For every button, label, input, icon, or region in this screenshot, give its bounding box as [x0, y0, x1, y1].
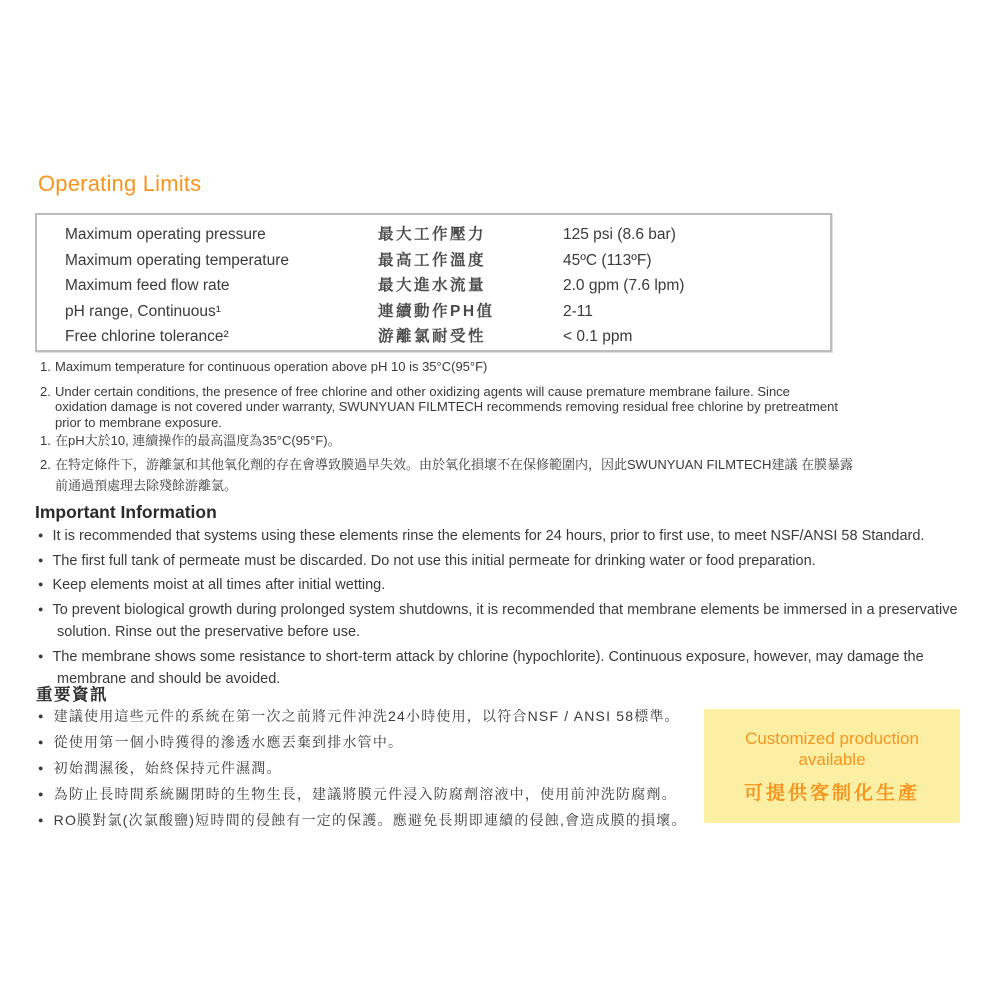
table-row — [65, 273, 830, 299]
limit-label-zh: 最大工作壓力 — [378, 226, 487, 243]
list-item: ● To prevent biological growth during prolonged system shutdowns, it is recommended that membrane elements be immersed in a preservative solution. Rinse out the preservative before use. — [38, 598, 966, 644]
page-title: Operating Limits — [38, 171, 202, 196]
list-item: ● 初始潤濕後，始終保持元件濕潤。 — [38, 755, 698, 781]
limit-value: 125 psi (8.6 bar) — [563, 226, 676, 243]
limit-label-zh: 游離氯耐受性 — [378, 328, 487, 345]
list-item: ● 從使用第一個小時獲得的滲透水應丟棄到排水管中。 — [38, 729, 698, 755]
list-item: ● 建議使用這些元件的系統在第一次之前將元件沖洗24小時使用，以符合NSF / ANSI 58標準。 — [38, 703, 698, 729]
list-item: ● The membrane shows some resistance to short-term attack by chlorine (hypochlorite). Continuous exposure, however, may damage the membrane and should be avoided. — [38, 645, 966, 691]
footnote-number: 2. — [40, 383, 51, 399]
list-item: ● Keep elements moist at all times after initial wetting. — [38, 573, 966, 597]
list-item: ● 為防止長時間系統關閉時的生物生長，建議將膜元件浸入防腐劑溶液中，使用前沖洗防腐劑。 — [38, 781, 698, 807]
footnotes-chinese — [40, 430, 860, 499]
list-item: ● The first full tank of permeate must be discarded. Do not use this initial permeate for drinking water or food preparation. — [38, 549, 966, 573]
important-information-heading: Important Information — [35, 502, 217, 522]
limit-label-en: Maximum operating temperature — [65, 251, 289, 269]
table-row — [65, 299, 830, 325]
footnote-text: 在特定條件下，游離氯和其他氧化劑的存在會導致膜過早失效。由於氧化損壞不在保修範圍内，因此SWUNYUAN FILMTECH建議 在膜暴露前通過預處理去除殘餘游離氯。 — [55, 457, 854, 493]
footnote-text: Maximum temperature for continuous operation above pH 10 is 35°C(95°F) — [55, 359, 488, 374]
limit-value: 45ºC (113ºF) — [563, 251, 652, 269]
limit-label-zh: 最高工作溫度 — [378, 251, 487, 269]
footnote-text: Under certain conditions, the presence of free chlorine and other oxidizing agents will cause premature membrane failure. Since oxidation damage is not covered under warranty, SWUNYUAN FILMTECH recommends removing residual free chlorine by pretreatment prior to membrane exposure. — [55, 383, 838, 430]
important-information-zh-list — [38, 703, 698, 833]
limit-label-zh: 連續動作PH值 — [378, 302, 495, 320]
footnote — [40, 454, 860, 496]
footnote — [40, 359, 840, 375]
table-row — [65, 222, 830, 248]
promo-text-zh: 可提供客制化生產 — [743, 782, 920, 804]
footnote-text: 在pH大於10, 連續操作的最高溫度為35°C(95°F)。 — [55, 433, 341, 448]
footnotes-english — [40, 359, 840, 439]
table-row — [65, 248, 830, 274]
important-information-zh-heading: 重要資訊 — [36, 686, 108, 704]
limit-label-en: Free chlorine tolerance² — [65, 328, 229, 345]
list-item: ● RO膜對氯(次氯酸鹽)短時間的侵蝕有一定的保護。應避免長期即連續的侵蝕,會造成膜的損壞。 — [38, 807, 698, 833]
table-row — [65, 324, 830, 350]
operating-limits-table — [35, 213, 832, 352]
important-information-list — [38, 524, 966, 692]
limit-value: 2-11 — [563, 302, 593, 320]
limit-value: 2.0 gpm (7.6 lpm) — [563, 277, 685, 294]
footnote-number: 1. — [40, 359, 51, 374]
footnote-number: 1. — [40, 433, 51, 448]
footnote-number: 2. — [40, 457, 51, 472]
customized-production-banner — [704, 709, 960, 823]
footnote — [40, 430, 860, 451]
limit-label-en: Maximum feed flow rate — [65, 277, 230, 294]
list-item: ● It is recommended that systems using these elements rinse the elements for 24 hours, prior to first use, to meet NSF/ANSI 58 Standard. — [38, 524, 966, 548]
limit-value: < 0.1 ppm — [563, 328, 633, 345]
limit-label-en: Maximum operating pressure — [65, 226, 266, 243]
limit-label-zh: 最大進水流量 — [378, 277, 487, 294]
promo-text-en: Customized production available — [745, 728, 919, 769]
footnote — [40, 384, 840, 431]
limit-label-en: pH range, Continuous¹ — [65, 302, 221, 320]
